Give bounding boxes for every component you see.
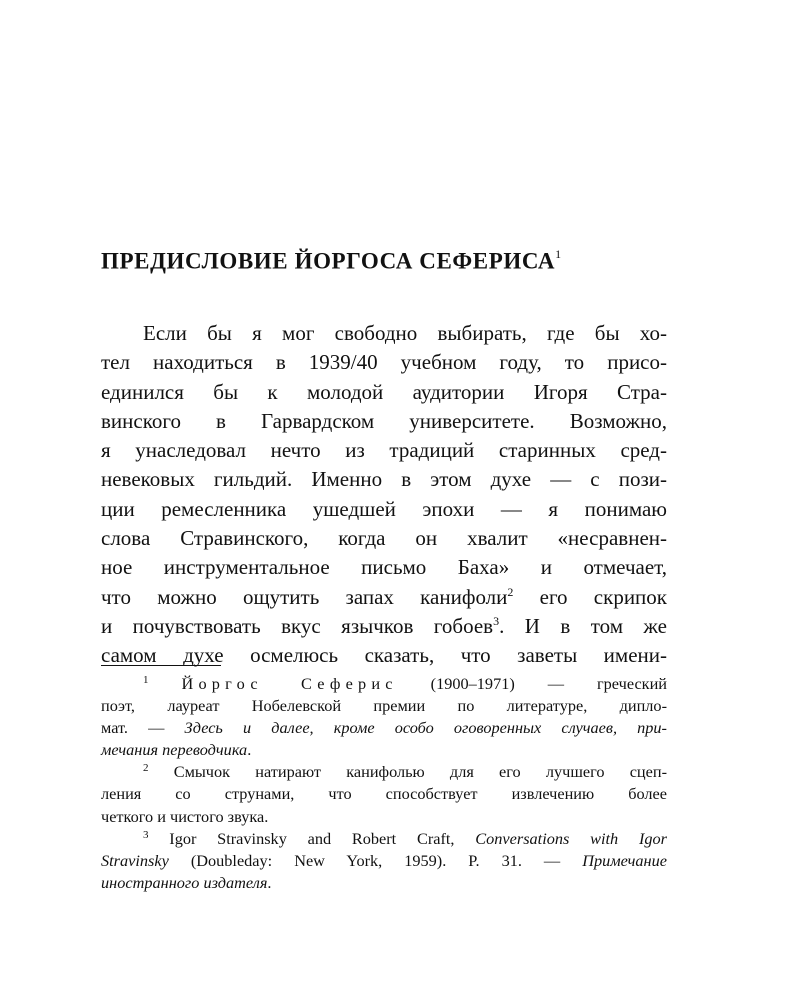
paragraph-line-6: невековых гильдий. Именно в этом духе — с пози- bbox=[101, 467, 667, 492]
footnote-2-mark: 2 bbox=[143, 762, 149, 775]
footnote-1-line-1 bbox=[101, 673, 667, 695]
footnote-1-mark: 1 bbox=[143, 674, 149, 686]
footnote-ref-1: 1 bbox=[555, 247, 562, 261]
chapter-heading-text: ПРЕДИСЛОВИЕ ЙОРГОСА СЕФЕРИСА bbox=[101, 248, 556, 274]
line-11-text-end: . И в том же bbox=[499, 613, 667, 638]
paragraph-line-4: винского в Гарвардском университете. Возможно, bbox=[101, 408, 667, 433]
footnote-1-line-4-italic: мечания переводчика bbox=[101, 740, 248, 760]
paragraph-line-9: ное инструментальное письмо Баха» и отмечает, bbox=[101, 555, 667, 580]
footnote-3-line-3 bbox=[101, 872, 667, 894]
footnote-1-author: Йоргос Сеферис bbox=[181, 674, 398, 693]
line-11-text-start: и почувствовать вкус язычков гобоев bbox=[101, 613, 494, 638]
paragraph-line-1: Если бы я мог свободно выбирать, где бы хо- bbox=[143, 321, 667, 345]
footnote-1-line-3-italic: Здесь и далее, кроме особо оговоренных случаев, при- bbox=[184, 718, 667, 738]
footnote-3-mark: 3 bbox=[143, 828, 149, 841]
footnote-1-line-4 bbox=[101, 739, 667, 761]
footnote-3-publication: (Doubleday: New York, 1959). P. 31. — bbox=[168, 850, 583, 870]
footnotes-block bbox=[101, 673, 667, 894]
line-10-text-start: что можно ощутить запах канифоли bbox=[101, 584, 508, 609]
line-10-text-end: его скрипок bbox=[513, 584, 667, 609]
paragraph-line-2: тел находиться в 1939/40 учебном году, то присо- bbox=[101, 350, 667, 375]
footnote-1-dates: (1900–1971) — греческий bbox=[397, 674, 668, 693]
footnote-divider bbox=[101, 665, 221, 666]
paragraph-line-11 bbox=[101, 612, 667, 641]
chapter-heading bbox=[101, 240, 681, 278]
paragraph-line-12: самом духе осмелюсь сказать, что заветы имени- bbox=[101, 643, 667, 668]
footnote-3-line-2 bbox=[101, 850, 667, 872]
footnote-3-line-3-end: . bbox=[267, 872, 272, 892]
footnote-ref-2: 2 bbox=[507, 584, 514, 599]
footnote-3-line-1-plain: Igor Stravinsky and Robert Craft, bbox=[169, 828, 476, 848]
paragraph-line-8: слова Стравинского, когда он хвалит «несравнен- bbox=[101, 526, 667, 551]
footnote-2-line-3: четкого и чистого звука. bbox=[101, 806, 269, 826]
paragraph-line-3: единился бы к молодой аудитории Игоря Стра- bbox=[101, 379, 667, 404]
paragraph-line-5: я унаследовал нечто из традиций старинных сред- bbox=[101, 438, 667, 463]
footnote-3-book-title-part-2: Stravinsky bbox=[101, 850, 169, 870]
footnote-1-line-4-end: . bbox=[247, 740, 252, 760]
footnote-3-note-label: Примечание bbox=[582, 850, 667, 870]
footnote-3-line-3-italic: иностранного издателя bbox=[101, 872, 268, 892]
footnote-2-line-1-text: Смычок натирают канифолью для его лучшего сцеп- bbox=[173, 762, 667, 782]
paragraph-line-10 bbox=[101, 583, 667, 612]
paragraph-line-7: ции ремесленника ушедшей эпохи — я понимаю bbox=[101, 496, 667, 521]
main-paragraph bbox=[101, 319, 667, 671]
footnote-1-line-3 bbox=[101, 717, 667, 739]
footnote-2-line-2: ления со струнами, что способствует извлечению более bbox=[101, 784, 667, 804]
footnote-3-book-title-part-1: Conversations with Igor bbox=[475, 828, 667, 848]
footnote-1-line-2: поэт, лауреат Нобелевской премии по литературе, дипло- bbox=[101, 696, 667, 716]
footnote-ref-3: 3 bbox=[493, 613, 500, 628]
footnote-3-line-1 bbox=[101, 828, 667, 850]
footnote-1-line-3-plain: мат. — bbox=[101, 718, 185, 738]
footnote-2-line-1 bbox=[101, 761, 667, 783]
